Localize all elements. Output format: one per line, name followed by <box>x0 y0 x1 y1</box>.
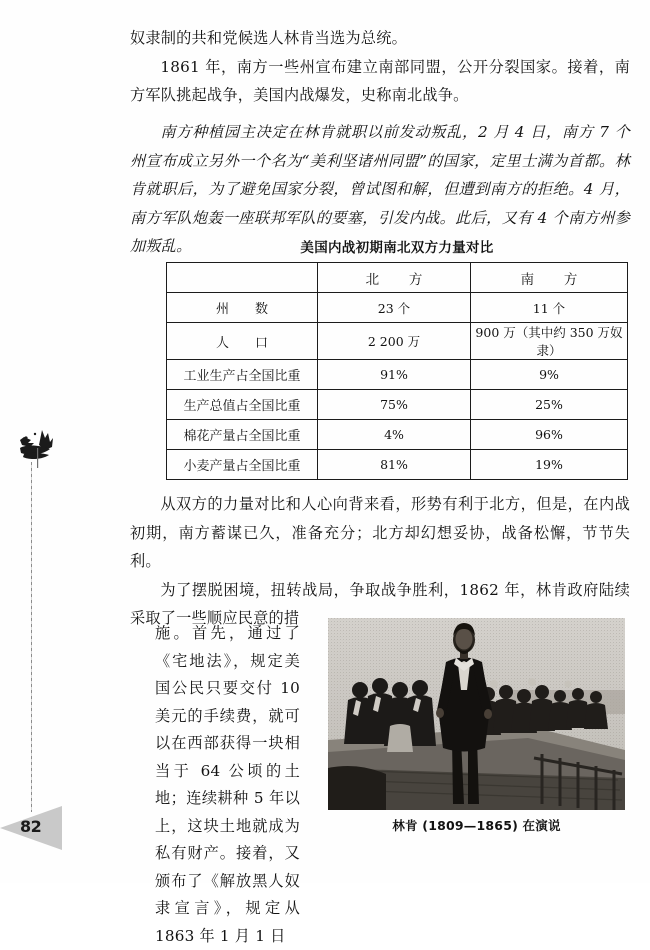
text-block-after-table <box>130 490 630 633</box>
paragraph-6: 施。首先，通过了《宅地法》，规定美国公民只要交付 10 美元的手续费，就可以在西部获得一块相当于 64 公顷的土地；连续耕种 5 年以上，这块土地就成为私有财产。接着，又颁布了《解放黑人奴隶宣言》，规定从 1863 年 1 月 1 日 <box>155 624 300 945</box>
table-header-north: 北 方 <box>318 263 471 293</box>
row-label: 州 数 <box>167 293 318 323</box>
paragraph-5: 为了摆脱困境，扭转战局，争取战争胜利，1862 年，林肯政府陆续采取了一些顺应民意的措 <box>130 580 630 627</box>
row-label: 生产总值占全国比重 <box>167 390 318 420</box>
paragraph-3: 南方种植园主决定在林肯就职以前发动叛乱，2 月 4 日，南方 7 个州宣布成立另外一个名为“美利坚诸州同盟”的国家，定里士满为首都。林肯就职后，为了避免国家分裂，曾试图和解，但遭到南方的拒绝。4 月，南方军队炮轰一座联邦军队的要塞，引发内战。此后，又有 4 个南方州参加叛乱。 <box>130 123 630 255</box>
paragraph-2: 1861 年，南方一些州宣布建立南部同盟，公开分裂国家。接着，南方军队挑起战争，美国内战爆发，史称南北战争。 <box>130 57 630 104</box>
table-row <box>167 293 628 323</box>
row-north-value: 2 200 万 <box>318 323 471 360</box>
row-south-value: 900 万（其中约 350 万奴隶） <box>471 323 628 360</box>
paragraph-4: 从双方的力量对比和人心向背来看，形势有利于北方，但是，在内战初期，南方蓄谋已久，准备充分；北方却幻想妥协，战备松懈，节节失利。 <box>130 495 630 570</box>
row-south-value: 9% <box>471 360 628 390</box>
row-label: 人 口 <box>167 323 318 360</box>
page-folio <box>0 806 66 850</box>
row-label: 小麦产量占全国比重 <box>167 450 318 480</box>
margin-ornament-icon <box>12 428 58 468</box>
row-north-value: 75% <box>318 390 471 420</box>
lincoln-speech-photo <box>328 618 625 810</box>
table-row <box>167 450 628 480</box>
table-header-blank <box>167 263 318 293</box>
text-block-top <box>130 24 630 110</box>
table-title: 美国内战初期南北双方力量对比 <box>300 240 494 256</box>
paragraph-1: 奴隶制的共和党候选人林肯当选为总统。 <box>130 29 407 47</box>
row-south-value: 96% <box>471 420 628 450</box>
table-row <box>167 390 628 420</box>
table-header-south: 南 方 <box>471 263 628 293</box>
row-label: 工业生产占全国比重 <box>167 360 318 390</box>
table-header-row <box>167 263 628 293</box>
table-row <box>167 420 628 450</box>
row-south-value: 19% <box>471 450 628 480</box>
table-row <box>167 360 628 390</box>
row-north-value: 23 个 <box>318 293 471 323</box>
row-north-value: 81% <box>318 450 471 480</box>
page-number: 82 <box>20 817 42 836</box>
table-row <box>167 323 628 360</box>
row-south-value: 11 个 <box>471 293 628 323</box>
figure-caption: 林肯 (1809—1865) 在演说 <box>392 818 561 833</box>
comparison-table <box>166 262 628 480</box>
row-north-value: 91% <box>318 360 471 390</box>
margin-rule <box>31 462 32 812</box>
text-block-narrow <box>155 620 300 950</box>
row-north-value: 4% <box>318 420 471 450</box>
row-south-value: 25% <box>471 390 628 420</box>
row-label: 棉花产量占全国比重 <box>167 420 318 450</box>
